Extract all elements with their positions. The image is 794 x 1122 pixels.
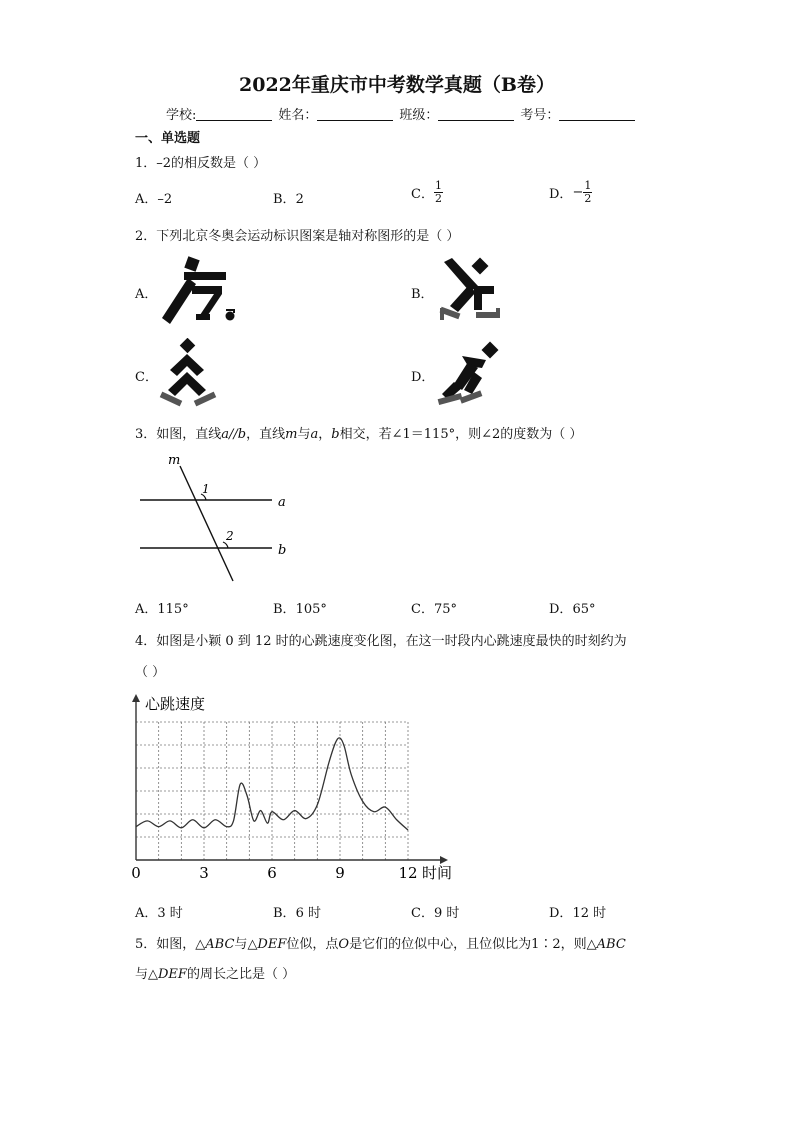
label-m: m bbox=[168, 453, 181, 468]
q3-option-a bbox=[135, 598, 189, 617]
q3-option-d bbox=[549, 598, 595, 617]
question-5-stem-line-1 bbox=[135, 933, 626, 952]
option-label: C． bbox=[411, 906, 434, 921]
numerator: 1 bbox=[434, 179, 442, 192]
option-text: 12 时 bbox=[572, 906, 607, 921]
label-a: a bbox=[278, 495, 286, 510]
school-blank bbox=[196, 108, 272, 121]
student-info-line bbox=[166, 104, 641, 123]
q3-text: 相交，若 bbox=[339, 427, 392, 442]
q5-math: △DEF bbox=[247, 937, 287, 952]
q1-option-a bbox=[135, 188, 172, 207]
q5-text: 与 bbox=[234, 937, 248, 952]
option-text: 105° bbox=[295, 602, 327, 617]
q3-text: ，则 bbox=[455, 427, 482, 442]
option-label: B． bbox=[273, 906, 296, 921]
ski-jumping-pictogram-icon bbox=[434, 256, 506, 326]
q3-math: a//b bbox=[221, 427, 247, 442]
q5-math: O bbox=[338, 937, 350, 952]
q3-math: b bbox=[331, 427, 340, 442]
option-text: 75° bbox=[433, 602, 457, 617]
q3-math: ∠1＝115° bbox=[391, 427, 456, 442]
class-label: 班级： bbox=[399, 108, 439, 123]
q3-option-b bbox=[273, 598, 327, 617]
alpine-skiing-pictogram-icon bbox=[152, 338, 224, 410]
denominator: 2 bbox=[434, 192, 442, 205]
minus-sign: − bbox=[572, 185, 584, 200]
q3-text: 的度数为（ ） bbox=[500, 427, 583, 442]
q5-text: 与 bbox=[135, 967, 149, 982]
option-text: –2 bbox=[157, 192, 173, 207]
q5-math: 1∶2 bbox=[531, 937, 561, 952]
x-axis-label: 时间 bbox=[422, 864, 453, 882]
q5-text: 5．如图， bbox=[135, 937, 196, 952]
option-label: C． bbox=[411, 187, 434, 202]
x-tick-label: 3 bbox=[199, 864, 209, 882]
option-text: 65° bbox=[572, 602, 596, 617]
q5-text: 是它们的位似中心，且位似比为 bbox=[349, 937, 532, 952]
question-4-stem: 4．如图是小颖 0 到 12 时的心跳速度变化图，在这一时段内心跳速度最快的时刻约为 bbox=[135, 634, 627, 649]
q3-option-c bbox=[411, 598, 457, 617]
option-text: 9 时 bbox=[433, 906, 460, 921]
option-label: D． bbox=[549, 602, 573, 617]
question-2-stem: 2．下列北京冬奥会运动标识图案是轴对称图形的是（ ） bbox=[135, 229, 460, 244]
q2-option-c-label: C． bbox=[135, 370, 158, 385]
fraction bbox=[583, 180, 592, 205]
school-label: 学校: bbox=[166, 108, 197, 123]
q5-math: △ABC bbox=[195, 937, 235, 952]
fraction bbox=[434, 180, 443, 205]
x-tick-label: 6 bbox=[267, 864, 277, 882]
q2-option-a-label: A． bbox=[135, 287, 158, 302]
question-4-stem-2: （ ） bbox=[135, 665, 166, 680]
y-axis-arrow bbox=[132, 694, 140, 702]
question-1-stem: 1．–2的相反数是（ ） bbox=[135, 156, 267, 171]
q2-option-d-label: D． bbox=[411, 370, 435, 385]
option-label: C． bbox=[411, 602, 434, 617]
label-angle-1: 1 bbox=[202, 482, 210, 496]
option-label: B． bbox=[273, 602, 296, 617]
option-text: 115° bbox=[157, 602, 189, 617]
q4-option-a bbox=[135, 902, 183, 921]
label-b: b bbox=[278, 543, 287, 558]
option-label: A． bbox=[135, 602, 158, 617]
exam-no-blank bbox=[559, 108, 635, 121]
option-text: 3 时 bbox=[157, 906, 183, 921]
q3-math: m bbox=[285, 427, 298, 442]
exam-no-label: 考号： bbox=[520, 108, 560, 123]
parallel-lines-figure bbox=[130, 450, 300, 585]
q3-text: ， bbox=[318, 427, 332, 442]
name-blank bbox=[317, 108, 393, 121]
q1-option-b bbox=[273, 188, 304, 207]
short-track-pictogram-icon bbox=[432, 338, 508, 410]
section-heading: 一、单选题 bbox=[135, 131, 201, 146]
question-3-stem bbox=[135, 423, 582, 442]
speed-skating-pictogram-icon bbox=[158, 256, 238, 326]
q1-option-d bbox=[549, 180, 592, 205]
option-label: A． bbox=[135, 192, 158, 207]
x-axis-arrow bbox=[440, 856, 448, 864]
option-label: D． bbox=[549, 187, 573, 202]
q5-text: 的周长之比是（ ） bbox=[186, 967, 296, 982]
x-tick-label: 0 bbox=[131, 864, 141, 882]
q4-option-c bbox=[411, 902, 459, 921]
numerator: 1 bbox=[584, 179, 592, 192]
heart-rate-chart bbox=[125, 690, 465, 890]
q5-text: 位似，点 bbox=[286, 937, 339, 952]
q3-text: 3．如图，直线 bbox=[135, 427, 222, 442]
q4-option-d bbox=[549, 902, 606, 921]
q3-text: ，直线 bbox=[246, 427, 286, 442]
denominator: 2 bbox=[584, 192, 592, 205]
q3-text: 与 bbox=[297, 427, 311, 442]
class-blank bbox=[438, 108, 514, 121]
chart-grid bbox=[136, 722, 408, 860]
q3-math: ∠2 bbox=[481, 427, 501, 442]
x-tick-labels bbox=[131, 864, 417, 882]
x-tick-label: 9 bbox=[335, 864, 345, 882]
q5-text: ，则 bbox=[560, 937, 587, 952]
q5-math: △ABC bbox=[586, 937, 626, 952]
x-tick-label: 12 bbox=[398, 864, 418, 882]
page-title: 2022年重庆市中考数学真题（B卷） bbox=[239, 74, 555, 96]
option-label: A． bbox=[135, 906, 158, 921]
option-text: 2 bbox=[295, 192, 304, 207]
label-angle-2: 2 bbox=[226, 529, 234, 543]
q3-math: a bbox=[310, 427, 319, 442]
option-text: 6 时 bbox=[295, 906, 321, 921]
option-label: D． bbox=[549, 906, 573, 921]
y-axis-label: 心跳速度 bbox=[145, 695, 206, 713]
option-label: B． bbox=[273, 192, 296, 207]
q1-option-c bbox=[411, 180, 443, 205]
q2-option-b-label: B． bbox=[411, 287, 434, 302]
q5-math: △DEF bbox=[148, 967, 187, 982]
q4-option-b bbox=[273, 902, 321, 921]
question-5-stem-line-2 bbox=[135, 963, 295, 982]
name-label: 姓名： bbox=[278, 108, 318, 123]
